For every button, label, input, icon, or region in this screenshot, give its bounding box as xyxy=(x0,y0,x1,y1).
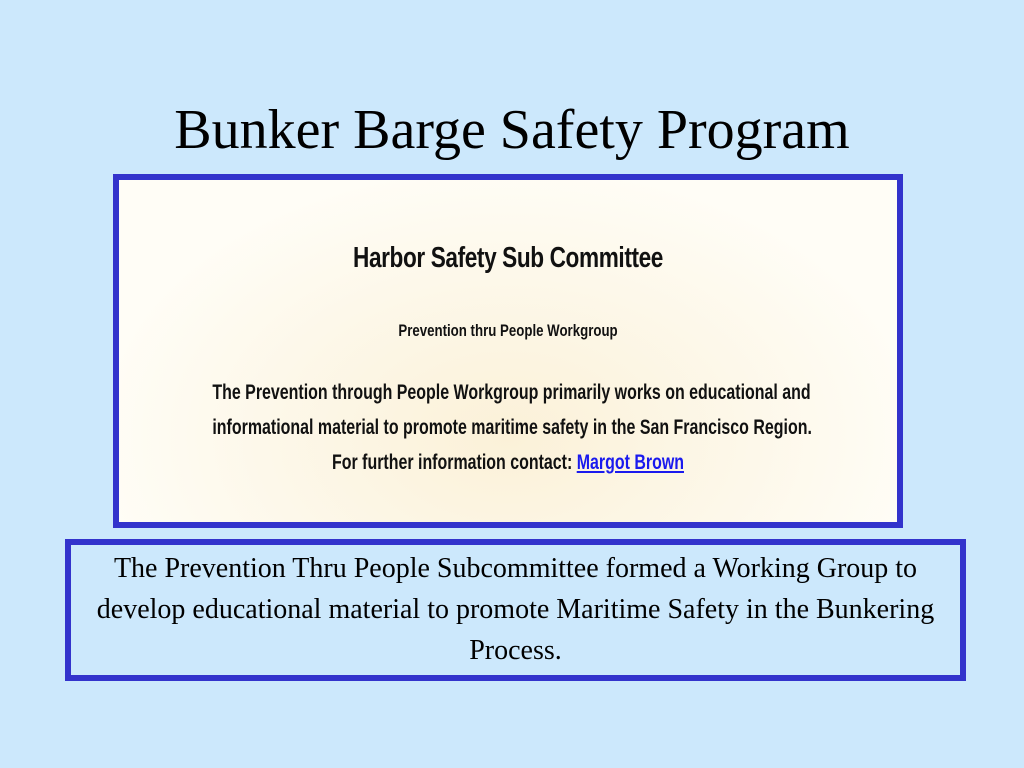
workgroup-description xyxy=(212,375,812,480)
workgroup-description-line-2: informational material to promote maritime safety in the San Francisco Region. xyxy=(212,416,812,439)
slide-title: Bunker Barge Safety Program xyxy=(174,99,850,161)
webpage-screenshot-frame xyxy=(113,174,903,528)
description-text: The Prevention Thru People Subcommittee formed a Working Group to develop educational material to promote Maritime Safety in the Bunkering Process. xyxy=(96,552,935,666)
workgroup-description-line-1: The Prevention through People Workgroup primarily works on educational and xyxy=(212,381,811,404)
contact-line xyxy=(212,445,803,480)
contact-prefix: For further information contact: xyxy=(332,451,577,474)
description-box xyxy=(65,539,966,681)
workgroup-subheading: Prevention thru People Workgroup xyxy=(398,321,618,340)
contact-link[interactable]: Margot Brown xyxy=(576,451,684,474)
committee-heading: Harbor Safety Sub Committee xyxy=(352,242,663,274)
